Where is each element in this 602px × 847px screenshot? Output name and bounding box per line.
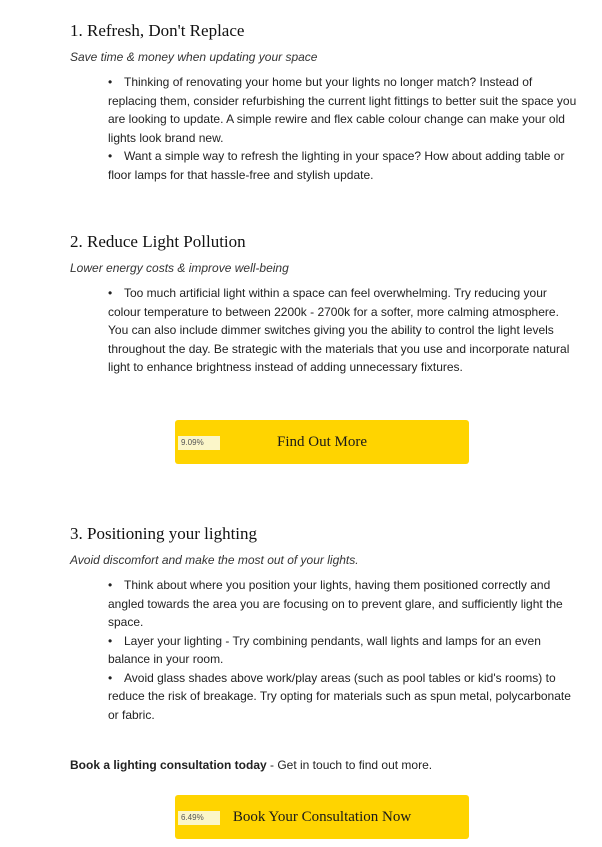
section-heading: 2. Reduce Light Pollution: [70, 232, 246, 251]
bullet-list: [108, 73, 580, 184]
consultation-bold: Book a lighting consultation today: [70, 758, 267, 772]
list-item: • Thinking of renovating your home but your lights no longer match? Instead of replacing them, consider refurbishing the current light fittings to better suit the space you are looking to update. A simple rewire and flex cable colour change can make your old lights look brand new.: [108, 75, 577, 145]
section-subtitle: Save time & money when updating your space: [70, 50, 318, 64]
bullet-icon: •: [108, 286, 113, 300]
book-consultation-button[interactable]: [175, 795, 469, 839]
section-refresh: [70, 20, 580, 184]
list-item: • Think about where you position your lights, having them positioned correctly and angled towards the area you are focusing on to prevent glare, and sufficiently light the space.: [108, 578, 563, 629]
bullet-icon: •: [108, 578, 113, 592]
bullet-list: [108, 284, 580, 377]
consultation-text: [70, 757, 432, 773]
list-item: • Want a simple way to refresh the lighting in your space? How about adding table or floor lamps for that hassle-free and stylish update.: [108, 149, 565, 182]
consultation-rest: - Get in touch to find out more.: [266, 758, 433, 772]
find-out-more-button[interactable]: [175, 420, 469, 464]
list-item: • Layer your lighting - Try combining pendants, wall lights and lamps for an even balance in your room.: [108, 633, 541, 666]
percentage-badge: 9.09%: [178, 436, 220, 450]
bullet-icon: •: [108, 633, 113, 648]
bullet-icon: •: [108, 75, 113, 89]
section-subtitle: Avoid discomfort and make the most out of your lights.: [70, 553, 359, 567]
section-heading: 1. Refresh, Don't Replace: [70, 21, 245, 40]
button-label: Find Out More: [277, 433, 367, 450]
section-positioning: [70, 523, 580, 724]
section-light-pollution: [70, 231, 580, 377]
bullet-icon: •: [108, 670, 113, 685]
percentage-badge: 6.49%: [178, 811, 220, 825]
bullet-list: [108, 576, 580, 724]
section-heading: 3. Positioning your lighting: [70, 524, 258, 543]
bullet-icon: •: [108, 149, 113, 163]
button-label: Book Your Consultation Now: [232, 808, 412, 825]
list-item: • Avoid glass shades above work/play areas (such as pool tables or kid's rooms) to reduce the risk of breakage. Try opting for materials such as spun metal, polycarbonate or fabric.: [108, 670, 571, 722]
section-subtitle: Lower energy costs & improve well-being: [70, 261, 289, 275]
list-item: • Too much artificial light within a space can feel overwhelming. Try reducing your colour temperature to between 2200k - 2700k for a softer, more calming atmosphere. You can also include dimmer switches giving you the ability to control the light levels throughout the day. Be strategic with the materials that you use and incorporate natural light to enhance brightness instead of adding unnecessary fixtures.: [108, 286, 570, 374]
